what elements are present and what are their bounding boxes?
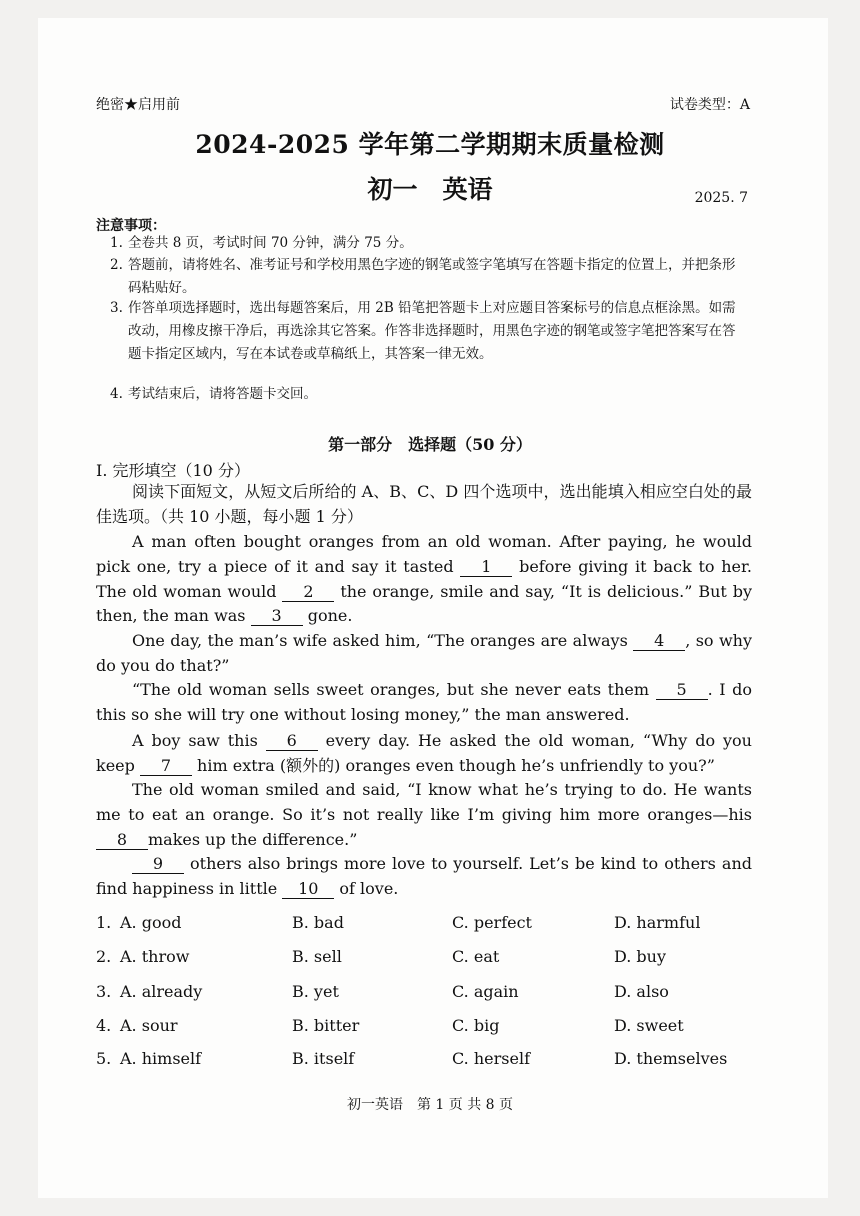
- question-number: 4.: [96, 1016, 112, 1035]
- passage-paragraph: A boy saw this 6 every day. He asked the old woman, “Why do you keep 7 him extra (额外的) oranges even though he’s unfriendly to you?”: [96, 731, 752, 775]
- notes-title: 注意事项：: [96, 218, 166, 234]
- option-d: D. buy: [614, 947, 667, 966]
- blank-4: 4: [633, 632, 685, 651]
- note-item: 1. 全卷共 8 页，考试时间 70 分钟，满分 75 分。: [110, 235, 413, 251]
- option-c: C. big: [452, 1016, 500, 1035]
- option-b: B. sell: [292, 947, 342, 966]
- option-d: D. sweet: [614, 1016, 684, 1035]
- passage-paragraph: One day, the man’s wife asked him, “The oranges are always 4 , so why do you do that?”: [96, 631, 753, 675]
- option-row: [96, 947, 756, 971]
- confidential-label: 绝密★启用前: [96, 97, 180, 113]
- blank-8: 8: [96, 831, 148, 850]
- exam-date: 2025. 7: [694, 190, 748, 206]
- section-title: 第一部分 选择题（50 分）: [328, 435, 532, 454]
- option-row: [96, 913, 756, 937]
- blank-10: 10: [282, 880, 334, 899]
- option-d: D. harmful: [614, 913, 701, 932]
- question-number: 2.: [96, 947, 112, 966]
- blank-5: 5: [656, 681, 708, 700]
- option-c: C. herself: [452, 1049, 530, 1068]
- page-footer: 初一英语 第 1 页 共 8 页: [346, 1097, 514, 1113]
- blank-6: 6: [266, 732, 318, 751]
- question-number: 3.: [96, 982, 112, 1001]
- option-row: [96, 982, 756, 1006]
- blank-1: 1: [460, 558, 512, 577]
- blank-7: 7: [140, 757, 192, 776]
- passage-paragraph: 9 others also brings more love to yourself. Let’s be kind to others and find happiness in little 10 of love.: [96, 854, 752, 898]
- option-b: B. itself: [292, 1049, 355, 1068]
- blank-2: 2: [282, 583, 334, 602]
- note-item: 4. 考试结束后，请将答题卡交回。: [110, 386, 317, 402]
- option-c: C. perfect: [452, 913, 532, 932]
- exam-subtitle: 初一 英语: [367, 175, 493, 204]
- option-b: B. bad: [292, 913, 344, 932]
- option-a: A. sour: [120, 1016, 178, 1035]
- option-a: A. already: [120, 982, 203, 1001]
- exam-title: 2024-2025 学年第二学期期末质量检测: [195, 130, 665, 159]
- option-c: C. again: [452, 982, 519, 1001]
- passage-paragraph: “The old woman sells sweet oranges, but she never eats them 5 . I do this so she will try one without losing money,” the man answered.: [96, 680, 752, 724]
- option-d: D. also: [614, 982, 669, 1001]
- blank-9: 9: [132, 855, 184, 874]
- passage-paragraph: The old woman smiled and said, “I know what he’s trying to do. He wants me to eat an orange. So it’s not really like I’m giving him more oranges—his 8 makes up the difference.”: [96, 780, 752, 849]
- blank-3: 3: [251, 607, 303, 626]
- note-item: 2. 答题前，请将姓名、准考证号和学校用黑色字迹的钢笔或签字笔填写在答题卡指定的位置上，并把条形码粘贴好。: [110, 257, 736, 296]
- option-c: C. eat: [452, 947, 500, 966]
- option-a: A. good: [120, 913, 182, 932]
- note-item: 3. 作答单项选择题时，选出每题答案后，用 2B 铅笔把答题卡上对应题目答案标号的信息点框涂黑。如需改动，用橡皮擦干净后，再选涂其它答案。作答非选择题时，用黑色字迹的钢笔或签字笔把答案写在答题卡指定区域内，写在本试卷或草稿纸上，其答案一律无效。: [110, 300, 736, 362]
- paper-type-label: 试卷类型：A: [669, 97, 750, 113]
- option-a: A. throw: [120, 947, 190, 966]
- option-row: [96, 1016, 756, 1040]
- option-b: B. yet: [292, 982, 339, 1001]
- option-d: D. themselves: [614, 1049, 728, 1068]
- part-title: I. 完形填空（10 分）: [96, 461, 250, 480]
- option-b: B. bitter: [292, 1016, 360, 1035]
- option-a: A. himself: [120, 1049, 202, 1068]
- passage-paragraph: A man often bought oranges from an old woman. After paying, he would pick one, try a piece of it and say it tasted 1 before giving it back to her. The old woman would 2 the orange, smile and say, “It is delicious.” But by then, the man was 3 gone.: [96, 532, 752, 626]
- question-number: 5.: [96, 1049, 112, 1068]
- instructions: 阅读下面短文，从短文后所给的 A、B、C、D 四个选项中，选出能填入相应空白处的最佳选项。（共 10 小题，每小题 1 分）: [96, 482, 752, 526]
- option-row: [96, 1049, 756, 1073]
- question-number: 1.: [96, 913, 112, 932]
